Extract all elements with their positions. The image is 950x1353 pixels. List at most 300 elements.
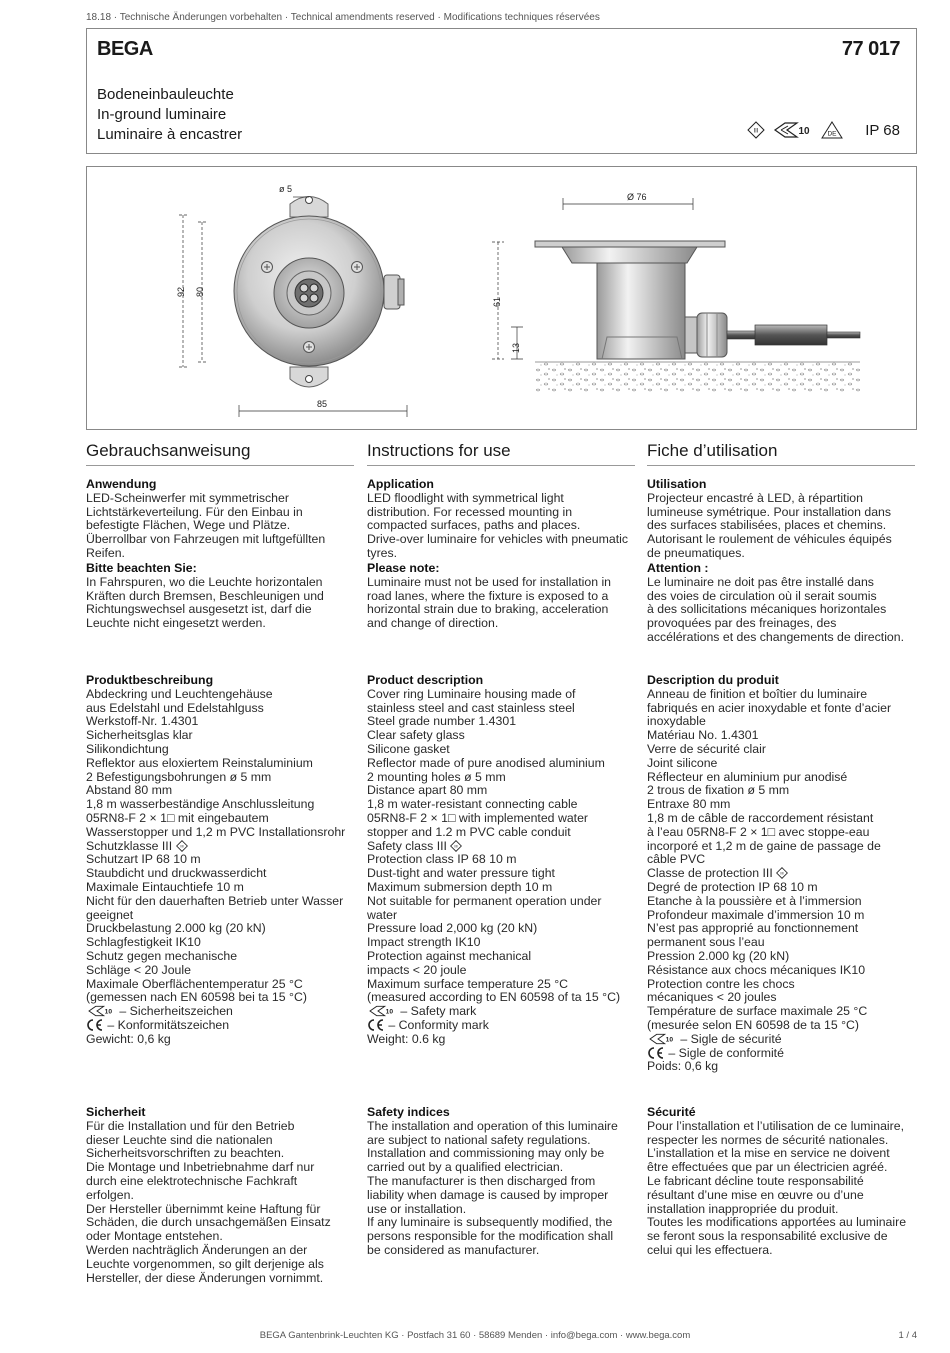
section-line — [367, 1033, 637, 1047]
line-text: Werden nachträglich Änderungen an der — [86, 1242, 308, 1257]
section-line — [647, 853, 917, 867]
section-line — [367, 853, 637, 867]
column-de — [86, 441, 354, 466]
top-notice: 18.18 · Technische Änderungen vorbehalten · Technical amendments reserved · Modifications techniques réservées — [86, 12, 600, 23]
line-text: tyres. — [367, 545, 398, 560]
line-text: Silikondichtung — [86, 741, 169, 756]
line-text: être effectuées que par un électricien agréé. — [647, 1160, 888, 1175]
line-text: and change of direction. — [367, 616, 499, 631]
line-text: Protection class IP 68 10 m — [367, 852, 517, 867]
section-2-0 — [647, 478, 917, 561]
safety-class-III-icon — [176, 840, 188, 852]
section-line — [647, 576, 917, 590]
section-2-2 — [647, 674, 917, 1074]
section-line — [367, 881, 637, 895]
section-line — [647, 964, 917, 978]
line-text: – Sigle de conformité — [665, 1045, 784, 1060]
section-line — [86, 757, 356, 771]
line-text: persons responsible for the modification shall — [367, 1229, 614, 1244]
section-title: Utilisation — [647, 477, 707, 491]
column-heading: Fiche d’utilisation — [647, 441, 915, 466]
line-text: Entraxe 80 mm — [647, 797, 731, 812]
section-line — [86, 743, 356, 757]
line-text: Anneau de finition et boîtier du luminaire — [647, 686, 868, 701]
DE-mark-icon — [821, 121, 843, 139]
line-text: des voies de circulation où il serait soumis — [647, 588, 877, 603]
svg-text:III: III — [753, 128, 759, 135]
line-text: Richtungswechsel ausgesetzt ist, darf die — [86, 602, 312, 617]
section-line — [367, 991, 637, 1005]
dim-hole: ø 5 — [279, 184, 293, 194]
section-line — [367, 729, 637, 743]
line-text: Abstand 80 mm — [86, 783, 173, 798]
line-text: installation inappropriée du produit. — [647, 1201, 839, 1216]
line-text: Gewicht: 0,6 kg — [86, 1031, 171, 1046]
line-text: Pour l’installation et l’utilisation de ce luminaire, — [647, 1118, 904, 1133]
section-line — [367, 771, 637, 785]
section-line — [86, 964, 356, 978]
line-text: durch eine elektrotechnische Fachkraft — [86, 1173, 298, 1188]
line-text: Not suitable for permanent operation under — [367, 893, 602, 908]
line-text: Cover ring Luminaire housing made of — [367, 686, 576, 701]
title-de: Bodeneinbauleuchte — [97, 86, 234, 103]
line-text: If any luminaire is subsequently modified, the — [367, 1215, 613, 1230]
safety-class-III-icon — [450, 840, 462, 852]
section-line — [647, 1147, 917, 1161]
section-line — [647, 1047, 917, 1061]
section-line — [367, 743, 637, 757]
line-text: The installation and operation of this luminaire — [367, 1118, 618, 1133]
section-line — [86, 826, 356, 840]
section-line — [86, 519, 356, 533]
section-line — [647, 1216, 917, 1230]
page-number: 1 / 4 — [898, 1330, 917, 1341]
line-text: water — [367, 907, 398, 922]
section-title: Sécurité — [647, 1105, 696, 1119]
section-line — [86, 1005, 356, 1019]
line-text: LED floodlight with symmetrical light — [367, 490, 564, 505]
section-line — [86, 1175, 356, 1189]
svg-text:10: 10 — [104, 1008, 113, 1016]
section-line — [647, 936, 917, 950]
line-text: Für die Installation und für den Betrieb — [86, 1118, 295, 1133]
section-line — [647, 826, 917, 840]
column-en — [367, 441, 635, 466]
section-line — [86, 771, 356, 785]
line-text: celui qui les effectuera. — [647, 1242, 773, 1257]
section-2-1 — [647, 562, 917, 645]
section-1-2 — [367, 674, 637, 1047]
section-line — [367, 895, 637, 909]
line-text: Clear safety glass — [367, 728, 465, 743]
section-line — [86, 895, 356, 909]
section-line — [367, 922, 637, 936]
section-line — [647, 1060, 917, 1074]
line-text: Distance apart 80 mm — [367, 783, 488, 798]
line-text: erfolgen. — [86, 1187, 134, 1202]
side-view — [492, 192, 860, 392]
section-line — [367, 964, 637, 978]
section-line — [86, 840, 356, 854]
section-line — [647, 1005, 917, 1019]
line-text: fabriqués en acier inoxydable et fonte d’acier — [647, 700, 892, 715]
section-line — [86, 702, 356, 716]
line-text: Lichtstärkeverteilung. Für den Einbau in — [86, 504, 303, 519]
section-line — [647, 757, 917, 771]
svg-text:III: III — [780, 870, 784, 876]
line-text: geeignet — [86, 907, 134, 922]
article-number: 77 017 — [841, 38, 900, 60]
section-line — [367, 547, 637, 561]
line-text: se feront sous la responsabilité exclusive de — [647, 1229, 888, 1244]
section-line — [367, 757, 637, 771]
section-line — [647, 881, 917, 895]
line-text: Impact strength IK10 — [367, 935, 481, 950]
section-line — [367, 1216, 637, 1230]
line-text: lumineuse symétrique. Pour installation dans — [647, 504, 892, 519]
line-text: oder Montage entstehen. — [86, 1229, 223, 1244]
line-text: compacted surfaces, paths and places. — [367, 518, 581, 533]
line-text: respecter les normes de sécurité nationales. — [647, 1132, 889, 1147]
line-text: (gemessen nach EN 60598 bei ta 15 °C) — [86, 990, 307, 1005]
line-text: Luminaire must not be used for installation in — [367, 574, 612, 589]
section-line — [647, 909, 917, 923]
section-title: Safety indices — [367, 1105, 450, 1119]
section-line — [367, 715, 637, 729]
line-text: câble PVC — [647, 852, 706, 867]
line-text: Toutes les modifications apportées au luminaire — [647, 1215, 907, 1230]
line-text: carried out by a qualified electrician. — [367, 1160, 564, 1175]
section-title: Please note: — [367, 561, 440, 575]
section-line — [367, 617, 637, 631]
ip-rating: IP 68 — [865, 121, 900, 139]
ce-mark-icon — [86, 1019, 104, 1031]
section-0-0 — [86, 478, 356, 561]
header-box — [86, 28, 917, 154]
line-text: permanent sous l’eau — [647, 935, 765, 950]
line-text: Résistance aux chocs mécaniques IK10 — [647, 962, 866, 977]
section-line — [367, 1134, 637, 1148]
section-line — [86, 533, 356, 547]
section-line — [86, 1147, 356, 1161]
section-line — [647, 506, 917, 520]
section-line — [647, 1189, 917, 1203]
section-line — [86, 812, 356, 826]
line-text: 2 trous de fixation ø 5 mm — [647, 783, 790, 798]
section-1-0 — [367, 478, 637, 561]
line-text: – Sigle de sécurité — [677, 1031, 782, 1046]
line-text: Die Montage und Inbetriebnahme darf nur — [86, 1160, 315, 1175]
section-title: Application — [367, 477, 434, 491]
section-line — [367, 1230, 637, 1244]
line-text: Schlagfestigkeit IK10 — [86, 935, 201, 950]
section-line — [647, 1019, 917, 1033]
line-text: Maximale Eintauchtiefe 10 m — [86, 879, 244, 894]
line-text: Verre de sécurité clair — [647, 741, 766, 756]
section-line — [647, 715, 917, 729]
section-line — [86, 603, 356, 617]
section-2-3 — [647, 1106, 917, 1258]
section-line — [647, 1244, 917, 1258]
ENEC-10-icon — [647, 1033, 677, 1045]
section-title: Sicherheit — [86, 1105, 146, 1119]
section-line — [367, 1203, 637, 1217]
line-text: L’installation et la mise en service ne doivent — [647, 1146, 890, 1161]
line-text: Werkstoff-Nr. 1.4301 — [86, 714, 199, 729]
section-line — [647, 812, 917, 826]
line-text: Silicone gasket — [367, 741, 450, 756]
svg-text:III: III — [454, 843, 459, 849]
line-text: Schläge < 20 Joule — [86, 962, 191, 977]
safety-class-III-icon — [776, 867, 788, 879]
line-text: (measured according to EN 60598 of ta 15 °C) — [367, 990, 621, 1005]
line-text: N’est pas approprié au fonctionnement — [647, 921, 859, 936]
section-line — [86, 798, 356, 812]
svg-text:10: 10 — [798, 126, 810, 137]
line-text: Schäden, die durch unsachgemäßen Einsatz — [86, 1215, 331, 1230]
line-text: – Safety mark — [397, 1004, 477, 1019]
line-text: Hersteller, der diese Änderungen vornimmt. — [86, 1270, 324, 1285]
section-line — [367, 533, 637, 547]
section-line — [367, 909, 637, 923]
section-line — [86, 991, 356, 1005]
dim-diameter: Ø 76 — [627, 192, 647, 202]
line-text: Pression 2.000 kg (20 kN) — [647, 948, 790, 963]
line-text: 05RN8-F 2 × 1□ with implemented water — [367, 810, 589, 825]
section-line — [647, 702, 917, 716]
section-line — [647, 617, 917, 631]
line-text: stopper and 1.2 m PVC cable conduit — [367, 824, 571, 839]
section-line — [86, 1033, 356, 1047]
front-view — [176, 184, 407, 417]
section-title: Anwendung — [86, 477, 157, 491]
section-1-1 — [367, 562, 637, 631]
certification-marks — [747, 121, 900, 139]
section-line — [367, 1019, 637, 1033]
section-line — [647, 729, 917, 743]
section-line — [367, 1147, 637, 1161]
line-text: – Sicherheitszeichen — [116, 1004, 233, 1019]
section-line — [367, 688, 637, 702]
line-text: Staubdicht und druckwasserdicht — [86, 866, 267, 881]
section-line — [367, 519, 637, 533]
line-text: Réflecteur en aluminium pur anodisé — [647, 769, 848, 784]
line-text: Reflektor aus eloxiertem Reinstaluminium — [86, 755, 313, 770]
line-text: Sicherheitsvorschriften zu beachten. — [86, 1146, 285, 1161]
section-line — [647, 492, 917, 506]
dim-depth-low: 13 — [511, 342, 521, 353]
section-line — [367, 1005, 637, 1019]
section-title: Attention : — [647, 561, 709, 575]
section-line — [86, 978, 356, 992]
line-text: Wasserstopper und 1,2 m PVC Installationsrohr — [86, 824, 346, 839]
line-text: mécaniques < 20 joules — [647, 990, 777, 1005]
svg-text:III: III — [179, 843, 184, 849]
line-text: 2 mounting holes ø 5 mm — [367, 769, 506, 784]
dimension-drawing — [87, 167, 918, 431]
line-text: LED-Scheinwerfer mit symmetrischer — [86, 490, 289, 505]
line-text: à l’eau 05RN8-F 2 × 1□ avec stoppe-eau — [647, 824, 870, 839]
section-line — [86, 576, 356, 590]
section-title: Product description — [367, 673, 484, 687]
line-text: des surfaces stabilisées, places et chemins. — [647, 518, 887, 533]
line-text: Weight: 0.6 kg — [367, 1031, 446, 1046]
line-text: 1,8 m de câble de raccordement résistant — [647, 810, 874, 825]
section-line — [647, 798, 917, 812]
section-line — [367, 798, 637, 812]
section-line — [647, 1120, 917, 1134]
line-text: Le fabricant décline toute responsabilité — [647, 1173, 864, 1188]
brand-name: BEGA — [97, 38, 153, 60]
line-text: Protection against mechanical — [367, 948, 532, 963]
line-text: Schutzklasse III — [86, 838, 173, 853]
section-line — [647, 631, 917, 645]
section-line — [86, 1272, 356, 1286]
section-line — [86, 1161, 356, 1175]
section-line — [86, 506, 356, 520]
section-line — [86, 492, 356, 506]
line-text: Maximum surface temperature 25 °C — [367, 976, 569, 991]
line-text: Installation and commissioning may only be — [367, 1146, 605, 1161]
section-line — [367, 812, 637, 826]
column-heading: Gebrauchsanweisung — [86, 441, 354, 466]
section-line — [86, 1216, 356, 1230]
section-line — [367, 1120, 637, 1134]
section-0-1 — [86, 562, 356, 631]
title-fr: Luminaire à encastrer — [97, 126, 243, 143]
section-line — [647, 1203, 917, 1217]
ce-mark-icon — [367, 1019, 385, 1031]
technical-drawing — [86, 166, 917, 430]
section-line — [647, 1134, 917, 1148]
line-text: 1,8 m wasserbeständige Anschlussleitung — [86, 797, 315, 812]
line-text: Safety class III — [367, 838, 447, 853]
dim-depth: 61 — [492, 296, 502, 307]
product-titles — [97, 85, 242, 145]
section-line — [367, 867, 637, 881]
section-line — [367, 1189, 637, 1203]
line-text: Schutz gegen mechanische — [86, 948, 238, 963]
section-line — [367, 826, 637, 840]
line-text: Maximum submersion depth 10 m — [367, 879, 553, 894]
line-text: provoquées par des freinages, des — [647, 616, 837, 631]
line-text: Degré de protection IP 68 10 m — [647, 879, 818, 894]
section-line — [86, 853, 356, 867]
section-1-3 — [367, 1106, 637, 1258]
section-line — [86, 950, 356, 964]
line-text: Steel grade number 1.4301 — [367, 714, 517, 729]
svg-text:10: 10 — [665, 1036, 674, 1044]
line-text: Le luminaire ne doit pas être installé dans — [647, 574, 874, 589]
svg-text:DE: DE — [827, 130, 837, 138]
section-line — [647, 1033, 917, 1047]
section-0-3 — [86, 1106, 356, 1285]
section-line — [647, 743, 917, 757]
line-text: Profondeur maximale d’immersion 10 m — [647, 907, 865, 922]
section-line — [647, 547, 917, 561]
section-line — [647, 1161, 917, 1175]
line-text: de pneumatiques. — [647, 545, 745, 560]
column-fr — [647, 441, 915, 466]
section-line — [367, 702, 637, 716]
line-text: distribution. For recessed mounting in — [367, 504, 573, 519]
section-line — [86, 1258, 356, 1272]
section-line — [86, 1134, 356, 1148]
line-text: Température de surface maximale 25 °C — [647, 1004, 868, 1019]
section-line — [367, 936, 637, 950]
line-text: Drive-over luminaire for vehicles with pneumatic — [367, 532, 629, 547]
section-line — [647, 867, 917, 881]
line-text: à des sollicitations mécaniques horizontales — [647, 602, 887, 617]
section-line — [647, 603, 917, 617]
section-line — [647, 1230, 917, 1244]
section-line — [86, 922, 356, 936]
section-0-2 — [86, 674, 356, 1047]
line-text: Sicherheitsglas klar — [86, 728, 193, 743]
section-line — [367, 840, 637, 854]
section-line — [367, 1161, 637, 1175]
section-line — [86, 881, 356, 895]
section-line — [367, 590, 637, 604]
dim-height-outer: 92 — [176, 286, 186, 297]
section-title: Description du produit — [647, 673, 779, 687]
ce-mark-icon — [647, 1047, 665, 1059]
line-text: dieser Leuchte sind die nationalen — [86, 1132, 273, 1147]
section-line — [367, 506, 637, 520]
line-text: – Conformity mark — [385, 1017, 489, 1032]
line-text: Projecteur encastré à LED, à répartition — [647, 490, 863, 505]
line-text: Matériau No. 1.4301 — [647, 728, 759, 743]
line-text: Dust-tight and water pressure tight — [367, 866, 555, 881]
section-line — [647, 1175, 917, 1189]
section-line — [367, 1244, 637, 1258]
line-text: be considered as manufacturer. — [367, 1242, 540, 1257]
line-text: 2 Befestigungsbohrungen ø 5 mm — [86, 769, 272, 784]
line-text: impacts < 20 joule — [367, 962, 467, 977]
line-text: Maximale Oberflächentemperatur 25 °C — [86, 976, 303, 991]
section-line — [86, 867, 356, 881]
line-text: use or installation. — [367, 1201, 467, 1216]
section-line — [367, 576, 637, 590]
section-line — [647, 840, 917, 854]
section-line — [367, 1175, 637, 1189]
section-line — [647, 978, 917, 992]
section-line — [367, 492, 637, 506]
line-text: The manufacturer is then discharged from — [367, 1173, 596, 1188]
section-title: Bitte beachten Sie: — [86, 561, 197, 575]
line-text: Leuchte nicht eingesetzt werden. — [86, 616, 266, 631]
safety-class-III-icon — [747, 121, 765, 139]
section-line — [86, 1230, 356, 1244]
section-line — [647, 590, 917, 604]
section-line — [86, 547, 356, 561]
section-line — [367, 950, 637, 964]
dim-width: 85 — [317, 399, 328, 409]
line-text: Etanche à la poussière et à l’immersion — [647, 893, 862, 908]
line-text: Joint silicone — [647, 755, 718, 770]
line-text: are subject to national safety regulations. — [367, 1132, 591, 1147]
section-line — [86, 1203, 356, 1217]
ENEC-10-icon — [367, 1005, 397, 1017]
section-line — [647, 950, 917, 964]
line-text: 1,8 m water-resistant connecting cable — [367, 797, 578, 812]
section-line — [647, 784, 917, 798]
section-line — [647, 895, 917, 909]
section-line — [86, 909, 356, 923]
line-text: Poids: 0,6 kg — [647, 1059, 719, 1074]
section-line — [647, 771, 917, 785]
line-text: Protection contre les chocs — [647, 976, 795, 991]
